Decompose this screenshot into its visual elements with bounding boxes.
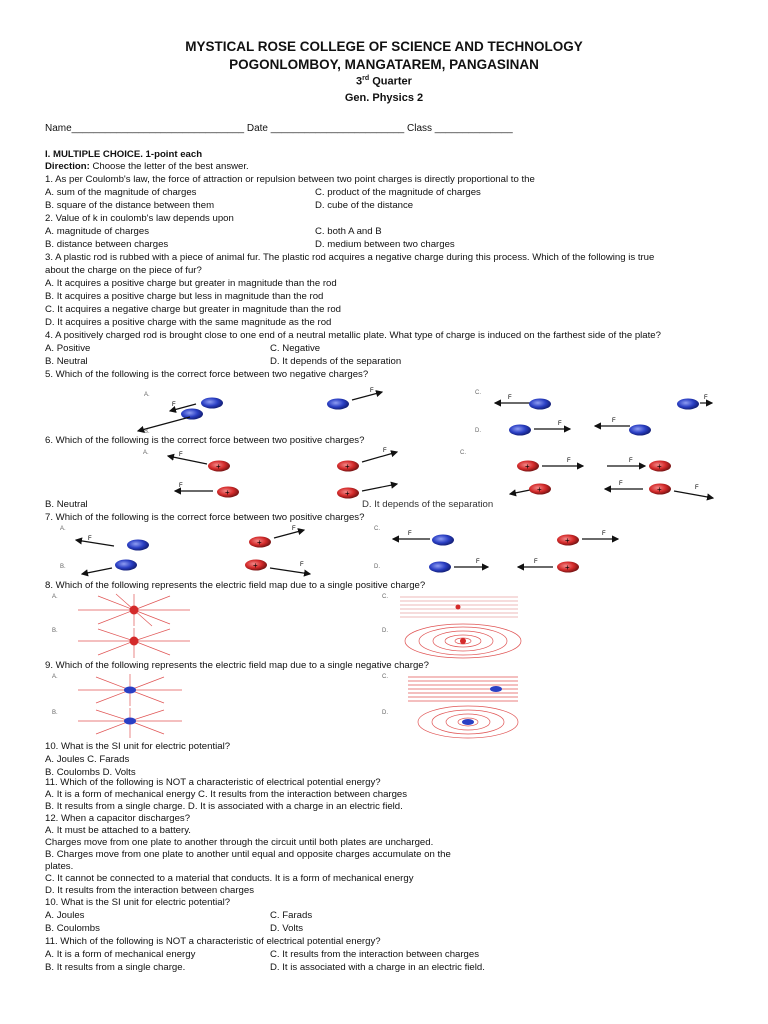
choice-10r-c: C. Farads <box>270 910 313 921</box>
q5a-charge-1 <box>201 398 223 409</box>
q5c-force-label-1: F <box>508 395 512 401</box>
q6b-charge-1-sign: + <box>345 462 350 471</box>
choice-4d: D. It depends of the separation <box>270 356 402 367</box>
question-10: 10. What is the SI unit for electric potential? <box>45 741 231 752</box>
question-4: 4. A positively charged rod is brought close to one end of a neutral metallic plate. What type of charge is induced on the farthest side of the plate? <box>45 330 661 341</box>
q5d-force-label-2: F <box>612 418 616 424</box>
q9-label-b: B. <box>52 710 58 716</box>
q5-label-a: A. <box>144 392 150 398</box>
school-name: MYSTICAL ROSE COLLEGE OF SCIENCE AND TECHNOLOGY <box>185 39 583 54</box>
q7b-force-arrow-2 <box>270 568 310 574</box>
q9-label-d: D. <box>382 710 388 716</box>
q5d-charge-1 <box>509 425 531 436</box>
q6c-force-label-1: F <box>567 458 571 464</box>
choice-2d: D. medium between two charges <box>315 239 455 250</box>
q8c-charge <box>456 605 461 610</box>
question-12: 12. When a capacitor discharges? <box>45 813 191 824</box>
q5b-force-label: F <box>370 388 374 394</box>
choice-11r-a: A. It is a form of mechanical energy <box>45 949 196 960</box>
q9c-charge <box>490 686 502 692</box>
q7-force-diagram <box>48 522 723 576</box>
choice-2b: B. distance between charges <box>45 239 169 250</box>
q9b-charge <box>124 718 136 725</box>
q7b-charge-1-sign: + <box>257 538 262 547</box>
q5-force-diagram <box>130 384 720 436</box>
q6-label-a: A. <box>143 450 149 456</box>
q6-label-c: C. <box>460 450 466 456</box>
subject-title: Gen. Physics 2 <box>344 92 424 104</box>
q7-label-d: D. <box>374 564 380 570</box>
choice-10-bd: B. Coulombs D. Volts <box>45 767 136 778</box>
question-10-repeat: 10. What is the SI unit for electric potential? <box>45 897 231 908</box>
choice-10r-b: B. Coulombs <box>45 923 100 934</box>
q5c-force-label-2: F <box>704 395 708 401</box>
q6b-force-arrow-2 <box>362 484 397 491</box>
q8d-charge <box>460 638 466 644</box>
q7c-force-label-2: F <box>602 531 606 537</box>
q6d-force-label-1: F <box>619 481 623 487</box>
q5d-force-label-1: F <box>558 421 562 427</box>
question-3: 3. A plastic rod is rubbed with a piece of animal fur. The plastic rod acquires a negative charge during this process. Which of the following is true <box>45 252 655 263</box>
q7a-charge-1 <box>127 540 149 551</box>
question-3-cont: about the charge on the piece of fur? <box>45 265 202 276</box>
choice-1a: A. sum of the magnitude of charges <box>45 187 197 198</box>
q5d-charge-2 <box>629 425 651 436</box>
q6a-force-label-2: F <box>179 483 183 489</box>
q6d-charge-2-sign: + <box>657 485 662 494</box>
q5-label-c: C. <box>475 390 481 396</box>
choice-11-ac: A. It is a form of mechanical energy C. It results from the interaction between charges <box>45 789 408 800</box>
q6b-charge-2-sign: + <box>345 489 350 498</box>
choice-3d: D. It acquires a positive charge with the same magnitude as the rod <box>45 317 332 328</box>
q6c-force-arrow-3 <box>510 490 530 494</box>
q6c-force-label-2: F <box>629 458 633 464</box>
q9a-charge <box>124 687 136 694</box>
choice-3c: C. It acquires a negative charge but greater in magnitude than the rod <box>45 304 341 315</box>
q5b-force-arrow <box>352 392 382 400</box>
q6c-charge-1-sign: + <box>525 462 530 471</box>
q7a-force-arrow-2 <box>82 568 112 574</box>
quarter-label <box>0 75 768 88</box>
q7a-charge-2 <box>115 560 137 571</box>
choice-12-extra: Charges move from one plate to another through the circuit until both plates are uncharged. <box>45 837 434 848</box>
q9d-charge <box>462 719 474 725</box>
choice-3b: B. It acquires a positive charge but less in magnitude than the rod <box>45 291 324 302</box>
q5a-charge-2 <box>181 409 203 420</box>
q7c-force-label-1: F <box>408 531 412 537</box>
q5b-charge-1 <box>327 399 349 410</box>
choice-1b: B. square of the distance between them <box>45 200 215 211</box>
q6a-charge-1-sign: + <box>216 462 221 471</box>
question-7: 7. Which of the following is the correct force between two positive charges? <box>45 512 365 523</box>
question-9: 9. Which of the following represents the electric field map due to a single negative charge? <box>45 660 429 671</box>
q8-label-c: C. <box>382 594 388 600</box>
choice-11r-d: D. It is associated with a charge in an electric field. <box>270 962 485 973</box>
q9-field-map-diagram <box>48 672 528 742</box>
choice-4a: A. Positive <box>45 343 91 354</box>
choice-2a: A. magnitude of charges <box>45 226 149 237</box>
q7c-charge-1 <box>432 535 454 546</box>
choice-10r-d: D. Volts <box>270 923 304 934</box>
q8-label-a: A. <box>52 594 58 600</box>
q5-label-b: B. <box>144 429 150 435</box>
q7-label-c: C. <box>374 526 380 532</box>
q6b-force-arrow <box>362 452 397 462</box>
q6b-force-label: F <box>383 448 387 454</box>
student-info-line: Name_______________________________ Date ________________________ Class ______________ <box>45 123 513 134</box>
q6a-force-arrow <box>168 456 207 464</box>
choice-12a: A. It must be attached to a battery. <box>45 825 191 836</box>
q6d-force-arrow-2 <box>674 491 713 498</box>
q5a-force-label: F <box>172 402 176 408</box>
q7b-force-label-2: F <box>300 562 304 568</box>
q7c-charge-2-sign: + <box>565 536 570 545</box>
choice-2c: C. both A and B <box>315 226 382 237</box>
question-1: 1. As per Coulomb's law, the force of attraction or repulsion between two point charges is directly proportional to the <box>45 174 535 185</box>
q7d-charge-2-sign: + <box>565 563 570 572</box>
question-6: 6. Which of the following is the correct force between two positive charges? <box>45 435 365 446</box>
q6-force-diagram <box>135 444 720 500</box>
choice-12b: B. Charges move from one plate to another until equal and opposite charges accumulate on the <box>45 849 451 860</box>
direction-text: Choose the letter of the best answer. <box>89 161 249 172</box>
q8b-charge <box>130 637 139 646</box>
choice-12b-cont: plates. <box>45 861 74 872</box>
q5c-charge-1 <box>529 399 551 410</box>
section-title: I. MULTIPLE CHOICE. 1-point each <box>45 149 203 160</box>
q5a-force-arrow-2 <box>138 417 190 431</box>
question-2: 2. Value of k in coulomb's law depends upon <box>45 213 234 224</box>
choice-4b: B. Neutral <box>45 356 88 367</box>
choice-11r-b: B. It results from a single charge. <box>45 962 186 973</box>
q8-label-b: B. <box>52 628 58 634</box>
q6a-force-label: F <box>179 452 183 458</box>
question-11: 11. Which of the following is NOT a characteristic of electrical potential energy? <box>45 777 381 788</box>
q8-label-d: D. <box>382 628 388 634</box>
q7-label-b: B. <box>60 564 66 570</box>
choice-11-bd: B. It results from a single charge. D. It is associated with a charge in an electric field. <box>45 801 403 812</box>
choice-11r-c: C. It results from the interaction between charges <box>270 949 480 960</box>
direction-line <box>45 161 249 173</box>
q7a-force-arrow <box>76 540 114 546</box>
q9-label-a: A. <box>52 674 58 680</box>
choice-10r-a: A. Joules <box>45 910 85 921</box>
q7a-force-label: F <box>88 536 92 542</box>
q6a-charge-2-sign: + <box>225 488 230 497</box>
q7d-charge-1 <box>429 562 451 573</box>
direction-label: Direction: <box>45 161 90 172</box>
q7d-force-label-2: F <box>534 559 538 565</box>
q6c-charge-2-sign: + <box>657 462 662 471</box>
choice-12c: C. It cannot be connected to a material that conducts. It is a form of mechanical energy <box>45 873 414 884</box>
q7d-force-label-1: F <box>476 559 480 565</box>
choice-4c: C. Negative <box>270 343 321 354</box>
choice-12d: D. It results from the interaction between charges <box>45 885 255 896</box>
choice-1d: D. cube of the distance <box>315 200 414 211</box>
q7b-force-label: F <box>292 526 296 532</box>
question-8: 8. Which of the following represents the electric field map due to a single positive charge? <box>45 580 426 591</box>
q7b-force-arrow <box>274 530 304 538</box>
q7-label-a: A. <box>60 526 66 532</box>
q5-label-d: D. <box>475 428 481 434</box>
q6d-charge-1-sign: + <box>537 485 542 494</box>
q8a-charge <box>130 606 139 615</box>
q7b-charge-2-sign: + <box>253 561 258 570</box>
choice-6b: B. Neutral <box>45 499 88 510</box>
choice-6d: D. It depends of the separation <box>362 499 494 510</box>
q8-field-map-diagram <box>48 592 528 660</box>
q6d-force-label-2: F <box>695 485 699 491</box>
question-11-repeat: 11. Which of the following is NOT a characteristic of electrical potential energy? <box>45 936 381 947</box>
choice-10-ac: A. Joules C. Farads <box>45 754 130 765</box>
q5c-charge-2 <box>677 399 699 410</box>
choice-1c: C. product of the magnitude of charges <box>315 187 481 198</box>
quarter-number: 3 <box>356 75 363 88</box>
quarter-suffix: rd <box>362 75 370 82</box>
choice-3a: A. It acquires a positive charge but greater in magnitude than the rod <box>45 278 337 289</box>
quarter-word: Quarter <box>369 75 412 88</box>
q9-label-c: C. <box>382 674 388 680</box>
school-address: POGONLOMBOY, MANGATAREM, PANGASINAN <box>229 57 539 72</box>
question-5: 5. Which of the following is the correct force between two negative charges? <box>45 369 369 380</box>
